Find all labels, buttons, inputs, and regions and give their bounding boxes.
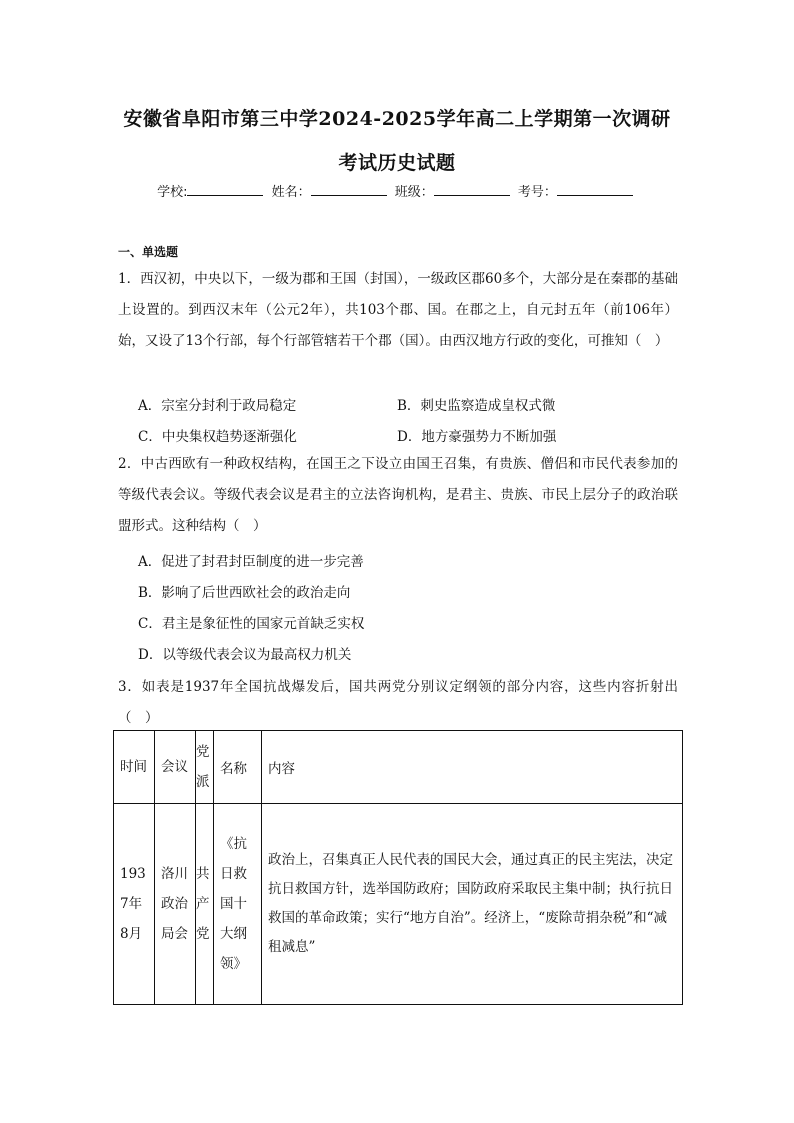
- cell-meeting: 洛川政治局会: [155, 804, 196, 1005]
- student-info-row: [0, 181, 794, 200]
- exam-no-blank[interactable]: [557, 183, 633, 196]
- header-time: 时间: [114, 731, 155, 804]
- question-2-option-d[interactable]: D．以等级代表会议为最高权力机关: [138, 647, 352, 663]
- exam-no-label: 考号：: [517, 185, 557, 200]
- question-2-option-a[interactable]: A．促进了封君封臣制度的进一步完善: [138, 554, 364, 570]
- name-label: 姓名：: [271, 185, 311, 200]
- table-row: [114, 804, 683, 1005]
- header-party: 党派: [196, 731, 214, 804]
- question-2-option-c[interactable]: C．君主是象征性的国家元首缺乏实权: [138, 616, 365, 632]
- cell-time: 1937年8月: [114, 804, 155, 1005]
- header-meeting: 会议: [155, 731, 196, 804]
- question-3-stem: 3．如表是1937年全国抗战爆发后，国共两党分别议定纲领的部分内容，这些内容折射出（ ）: [118, 679, 678, 726]
- cell-name: 《抗日救国十大纲领》: [214, 804, 262, 1005]
- header-content: 内容: [262, 731, 683, 804]
- class-blank[interactable]: [434, 183, 510, 196]
- header-name: 名称: [214, 731, 262, 804]
- table-header-row: [114, 731, 683, 804]
- exam-title-line2: 考试历史试题: [338, 152, 456, 174]
- question-1-option-b[interactable]: B．刺史监察造成皇权式微: [397, 398, 556, 414]
- question-1-option-a[interactable]: A．宗室分封利于政局稳定: [138, 398, 297, 414]
- section-title: 一、单选题: [118, 245, 179, 259]
- school-label: 学校:: [157, 185, 188, 200]
- question-1-stem: 1．西汉初，中央以下，一级为郡和王国（封国），一级政区郡60多个，大部分是在秦郡的基础上设置的。到西汉末年（公元2年），共103个郡、国。在郡之上，自元封五年（前106年）始，又设了13个行部，每个行部管辖若干个郡（国）。由西汉地方行政的变化，可推知（ ）: [118, 271, 678, 349]
- question-1-option-d[interactable]: D．地方豪强势力不断加强: [397, 429, 557, 445]
- party-program-table: [113, 730, 683, 1005]
- question-1-option-c[interactable]: C．中央集权趋势逐渐强化: [138, 429, 297, 445]
- school-blank[interactable]: [187, 183, 263, 196]
- class-label: 班级：: [394, 185, 434, 200]
- name-blank[interactable]: [311, 183, 387, 196]
- cell-content: 政治上，召集真正人民代表的国民大会，通过真正的民主宪法，决定抗日救国方针，选举国防政府；国防政府采取民主集中制；执行抗日救国的革命政策；实行“地方自治”。经济上，“废除苛捐杂税”和“减租减息”: [262, 804, 683, 1005]
- question-2-stem: 2．中古西欧有一种政权结构，在国王之下设立由国王召集，有贵族、僧侣和市民代表参加的等级代表会议。等级代表会议是君主的立法咨询机构，是君主、贵族、市民上层分子的政治联盟形式。这种结构（ ）: [118, 456, 678, 534]
- exam-title-line1: 安徽省阜阳市第三中学2024-2025学年高二上学期第一次调研: [123, 108, 671, 130]
- question-2-option-b[interactable]: B．影响了后世西欧社会的政治走向: [138, 585, 351, 601]
- cell-party: 共产党: [196, 804, 214, 1005]
